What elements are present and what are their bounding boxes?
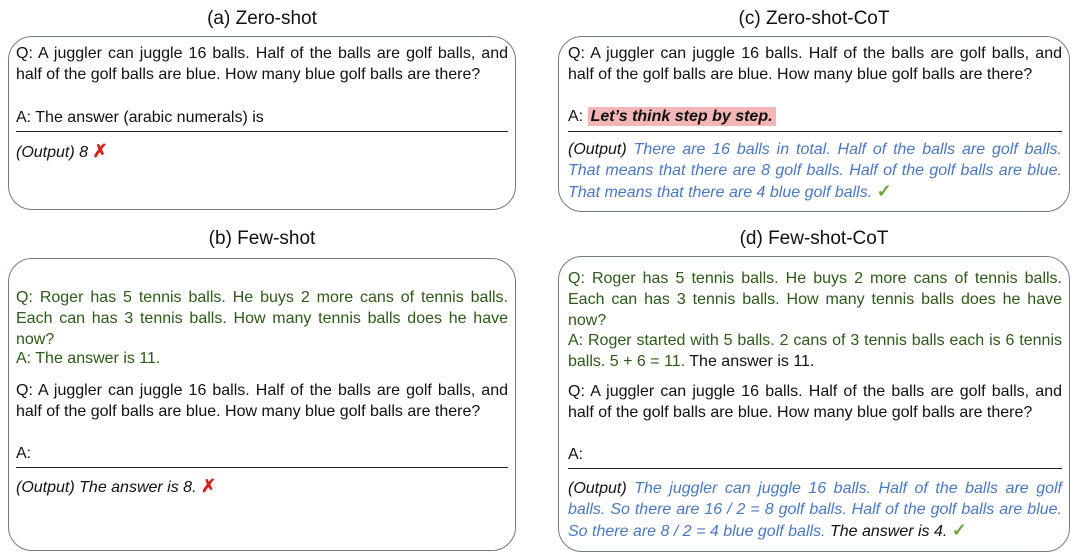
panel-a-answer-prompt: A: The answer (arabic numerals) is (16, 109, 264, 126)
panel-b-output (16, 476, 508, 498)
panel-d-title: (d) Few-shot-CoT (739, 228, 889, 249)
panel-d-example-question: Q: Roger has 5 tennis balls. He buys 2 more cans of tennis balls. Each can has 3 tennis balls. How many tennis balls does he have now? (568, 270, 1062, 329)
panel-b-output-label: (Output) (16, 479, 75, 496)
panel-d-question: Q: A juggler can juggle 16 balls. Half of the balls are golf balls, and half of the golf balls are blue. How many blue golf balls are there? (568, 383, 1062, 421)
panel-b-answer-prompt: A: (16, 445, 32, 462)
panel-d-example-reasoning: A: Roger started with 5 balls. 2 cans of 3 tennis balls each is 6 tennis balls. 5 + 6 = 11. (568, 332, 1062, 370)
panel-d-output (568, 478, 1062, 542)
panel-d-example-final: The answer is 11. (685, 353, 815, 370)
panel-c-answer-line (568, 106, 1062, 127)
panel-c-output (568, 139, 1062, 203)
panel-b-output-text: The answer is 8. (79, 479, 197, 496)
panel-d-output-label: (Output) (568, 480, 627, 497)
correct-mark-icon: ✓ (876, 181, 892, 201)
panel-c-answer-prefix: A: (568, 108, 584, 125)
panel-a-output-text: 8 (79, 144, 89, 161)
panel-a-title: (a) Zero-shot (207, 8, 317, 29)
panel-c-output-text: There are 16 balls in total. Half of the balls are golf balls. That means that there are 8 golf balls. Half of the golf balls are blue. That means that there are 4 blue golf balls. (568, 141, 1062, 201)
panel-b-example-answer: A: The answer is 11. (16, 350, 161, 367)
panel-c-question: Q: A juggler can juggle 16 balls. Half of the balls are golf balls, and half of the golf balls are blue. How many blue golf balls are there? (568, 45, 1062, 83)
panel-a-question: Q: A juggler can juggle 16 balls. Half of the balls are golf balls, and half of the golf balls are blue. How many blue golf balls are there? (16, 45, 508, 83)
panel-c-output-label: (Output) (568, 141, 627, 158)
wrong-mark-icon: ✗ (200, 476, 217, 496)
panel-a-separator (16, 131, 508, 132)
panel-c-separator (568, 131, 1062, 132)
panel-b-question: Q: A juggler can juggle 16 balls. Half of the balls are golf balls, and half of the golf balls are blue. How many blue golf balls are there? (16, 382, 508, 420)
panel-b-separator (16, 467, 508, 468)
panel-b-title: (b) Few-shot (208, 228, 316, 249)
panel-c-cot-trigger: Let’s think step by step. (588, 107, 776, 126)
panel-b-example-question: Q: Roger has 5 tennis balls. He buys 2 more cans of tennis balls. Each can has 3 tennis balls. How many tennis balls does he have now? (16, 289, 508, 348)
wrong-mark-icon: ✗ (92, 141, 108, 161)
panel-d-answer-prompt: A: (568, 446, 584, 463)
panel-d-output-answer: The answer is 4. (825, 523, 948, 540)
panel-a-output (16, 141, 508, 163)
panel-a-output-label: (Output) (16, 144, 75, 161)
panel-c-title: (c) Zero-shot-CoT (738, 8, 890, 29)
panel-d-output-text: The juggler can juggle 16 balls. Half of the balls are golf balls. So there are 16 / 2 = 8 golf balls. Half of the golf balls are blue. So there are 8 / 2 = 4 blue golf balls. (568, 480, 1062, 540)
correct-mark-icon: ✓ (951, 520, 967, 540)
panel-d-example-answer (568, 330, 1062, 372)
panel-d-separator (568, 468, 1062, 469)
